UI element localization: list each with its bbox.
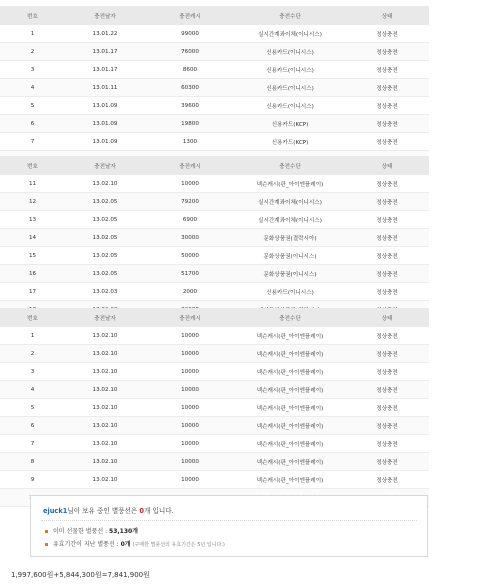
cell-no: 14 [0,229,65,247]
cell-status: 정상충전 [345,327,429,345]
cell-status: 정상충전 [345,193,429,211]
table-row [0,43,429,61]
cell-no: 16 [0,265,65,283]
cell-method: 넥슨캐시(판_아이엔플레이) [235,471,345,489]
cell-method: 신용카드(이니시스) [235,97,345,115]
cell-status: 정상충전 [345,175,429,193]
table-row [0,133,429,151]
cell-status: 정상충전 [345,43,429,61]
table-row [0,453,429,471]
cell-cash: 79200 [145,193,235,211]
cell-status: 정상충전 [345,363,429,381]
cell-cash: 10000 [145,381,235,399]
cell-cash: 2000 [145,283,235,301]
table-row [0,435,429,453]
cell-no: 5 [0,97,65,115]
cell-no: 7 [0,133,65,151]
cell-date: 13.02.10 [65,345,145,363]
summary-divider [41,520,417,521]
cell-status: 정상충전 [345,25,429,43]
cell-cash: 6900 [145,211,235,229]
gifted-balloons-line [45,526,138,535]
header-date: 충전날자 [65,156,145,175]
cell-date: 13.01.09 [65,97,145,115]
cell-cash: 10000 [145,435,235,453]
table-row [0,381,429,399]
summary-title [43,505,174,515]
charge-history-table-3 [0,308,429,507]
cell-no: 6 [0,417,65,435]
expiry-note: (구매한 별풍선의 유효기간은 5년 입니다.) [132,542,225,548]
cell-date: 13.02.10 [65,363,145,381]
table-row [0,97,429,115]
cell-date: 13.02.10 [65,471,145,489]
cell-no: 4 [0,381,65,399]
cell-status: 정상충전 [345,399,429,417]
cell-no: 15 [0,247,65,265]
cell-method: 문화상품권(결락시아) [235,229,345,247]
charge-history-table-2 [0,156,429,319]
cell-no: 8 [0,453,65,471]
header-status: 상태 [345,6,429,25]
cell-method: 신용카드(이니시스) [235,61,345,79]
cell-no: 2 [0,345,65,363]
cell-date: 13.02.05 [65,265,145,283]
table-row [0,79,429,97]
cell-method: 신용카드(이니시스) [235,79,345,97]
cell-no: 2 [0,43,65,61]
bullet-icon [45,543,48,546]
cell-date: 13.02.03 [65,283,145,301]
cell-cash: 10000 [145,399,235,417]
cell-date: 13.01.17 [65,61,145,79]
table-header-row [0,6,429,25]
cell-date: 13.02.10 [65,175,145,193]
cell-method: 문화상품권(이니시스) [235,265,345,283]
cell-cash: 99000 [145,25,235,43]
cell-status: 정상충전 [345,435,429,453]
cell-cash: 10000 [145,327,235,345]
cell-date: 13.02.05 [65,229,145,247]
cell-method: 실시간계좌이체(이니시스) [235,211,345,229]
cell-status: 정상충전 [345,265,429,283]
charge-history-table [0,6,429,169]
balloon-count: 0 [139,507,144,515]
cell-method: 넥슨캐시(판_아이엔플레이) [235,327,345,345]
header-method: 충전수단 [235,308,345,327]
cell-date: 13.01.09 [65,115,145,133]
summary-title-end: 개 입니다. [144,507,174,515]
cell-no: 1 [0,25,65,43]
cell-status: 정상충전 [345,97,429,115]
cell-method: 실시간계좌이체(이니시스) [235,25,345,43]
total-amount: 1,997,600원+5,844,300원=7,841,900원 [11,571,150,579]
cell-status: 정상충전 [345,133,429,151]
cell-cash: 10000 [145,363,235,381]
header-status: 상태 [345,156,429,175]
cell-method: 넥슨캐시(판_아이엔플레이) [235,417,345,435]
table-row [0,25,429,43]
cell-cash: 60300 [145,79,235,97]
header-no: 번호 [0,156,65,175]
cell-status: 정상충전 [345,381,429,399]
cell-status: 정상충전 [345,453,429,471]
table-row [0,175,429,193]
cell-method: 넥슨캐시(판_아이엔플레이) [235,363,345,381]
table-row [0,399,429,417]
header-date: 충전날자 [65,6,145,25]
header-status: 상태 [345,308,429,327]
table-body-group1 [0,25,429,169]
table-row [0,247,429,265]
cell-method: 넥슨캐시(판_아이엔플레이) [235,345,345,363]
cell-date: 13.02.05 [65,247,145,265]
cell-cash: 10000 [145,471,235,489]
cell-no: 5 [0,399,65,417]
bullet-icon [45,530,48,533]
cell-date: 13.02.10 [65,399,145,417]
table-row [0,115,429,133]
table-row [0,229,429,247]
table-body-group3 [0,327,429,507]
cell-cash: 39600 [145,97,235,115]
cell-no: 11 [0,175,65,193]
expired-label: 유효기간이 지난 별풍선 : [53,541,121,548]
cell-status: 정상충전 [345,247,429,265]
header-cash: 충전캐시 [145,308,235,327]
cell-cash: 10000 [145,417,235,435]
table-row [0,471,429,489]
gifted-value: 53,130개 [109,528,138,535]
cell-method: 실시간계좌이체(이니시스) [235,193,345,211]
cell-no: 6 [0,115,65,133]
cell-method: 신용카드(이니시스) [235,43,345,61]
cell-date: 13.01.22 [65,25,145,43]
cell-method: 신용카드(KCP) [235,115,345,133]
cell-cash: 51700 [145,265,235,283]
table-row [0,327,429,345]
cell-status: 정상충전 [345,61,429,79]
cell-no: 9 [0,471,65,489]
cell-cash: 50000 [145,247,235,265]
cell-no: 3 [0,363,65,381]
expired-balloons-line [45,539,225,548]
balloon-summary-box [30,495,428,557]
cell-date: 13.01.17 [65,43,145,61]
cell-cash: 8600 [145,61,235,79]
cell-status: 정상충전 [345,115,429,133]
cell-method: 문화상품권(이니시스) [235,247,345,265]
cell-date: 13.02.05 [65,211,145,229]
cell-method: 신용카드(이니시스) [235,283,345,301]
header-method: 충전수단 [235,6,345,25]
table-row [0,211,429,229]
cell-status: 정상충전 [345,283,429,301]
cell-no: 17 [0,283,65,301]
cell-cash: 30000 [145,229,235,247]
cell-no: 7 [0,435,65,453]
cell-status: 정상충전 [345,471,429,489]
cell-date: 13.02.10 [65,453,145,471]
cell-method: 넥슨캐시(판_아이엔플레이) [235,435,345,453]
cell-cash: 10000 [145,175,235,193]
cell-cash: 10000 [145,453,235,471]
header-no: 번호 [0,6,65,25]
cell-date: 13.01.09 [65,133,145,151]
cell-no: 1 [0,327,65,345]
cell-cash: 19800 [145,115,235,133]
cell-date: 13.02.10 [65,435,145,453]
cell-cash: 76000 [145,43,235,61]
cell-no: 4 [0,79,65,97]
cell-date: 13.01.11 [65,79,145,97]
cell-status: 정상충전 [345,417,429,435]
table-row [0,265,429,283]
header-no: 번호 [0,308,65,327]
table-body-group2 [0,175,429,319]
cell-date: 13.02.10 [65,381,145,399]
cell-cash: 1300 [145,133,235,151]
table-row [0,345,429,363]
cell-cash: 10000 [145,345,235,363]
table-row [0,283,429,301]
table-row [0,193,429,211]
cell-method: 넥슨캐시(판_아이엔플레이) [235,453,345,471]
gifted-label: 이미 선물한 별풍선 : [53,528,110,535]
cell-method: 신용카드(KCP) [235,133,345,151]
cell-method: 넥슨캐시(판_아이엔플레이) [235,175,345,193]
cell-status: 정상충전 [345,345,429,363]
user-id[interactable]: ejuck1 [43,507,68,515]
summary-title-text: 님이 보유 중인 별풍선은 [67,507,140,515]
table-header-row [0,308,429,327]
table-row [0,61,429,79]
cell-status: 정상충전 [345,229,429,247]
cell-date: 13.02.10 [65,327,145,345]
cell-status: 정상충전 [345,79,429,97]
cell-method: 넥슨캐시(판_아이엔플레이) [235,381,345,399]
cell-method: 넥슨캐시(판_아이엔플레이) [235,399,345,417]
header-cash: 충전캐시 [145,6,235,25]
cell-status: 정상충전 [345,211,429,229]
header-date: 충전날자 [65,308,145,327]
cell-date: 13.02.10 [65,417,145,435]
cell-no: 13 [0,211,65,229]
header-cash: 충전캐시 [145,156,235,175]
table-row [0,363,429,381]
table-header-row [0,156,429,175]
header-method: 충전수단 [235,156,345,175]
expired-value: 0개 [120,541,131,548]
cell-no: 3 [0,61,65,79]
cell-date: 13.02.05 [65,193,145,211]
cell-no: 12 [0,193,65,211]
table-row [0,417,429,435]
